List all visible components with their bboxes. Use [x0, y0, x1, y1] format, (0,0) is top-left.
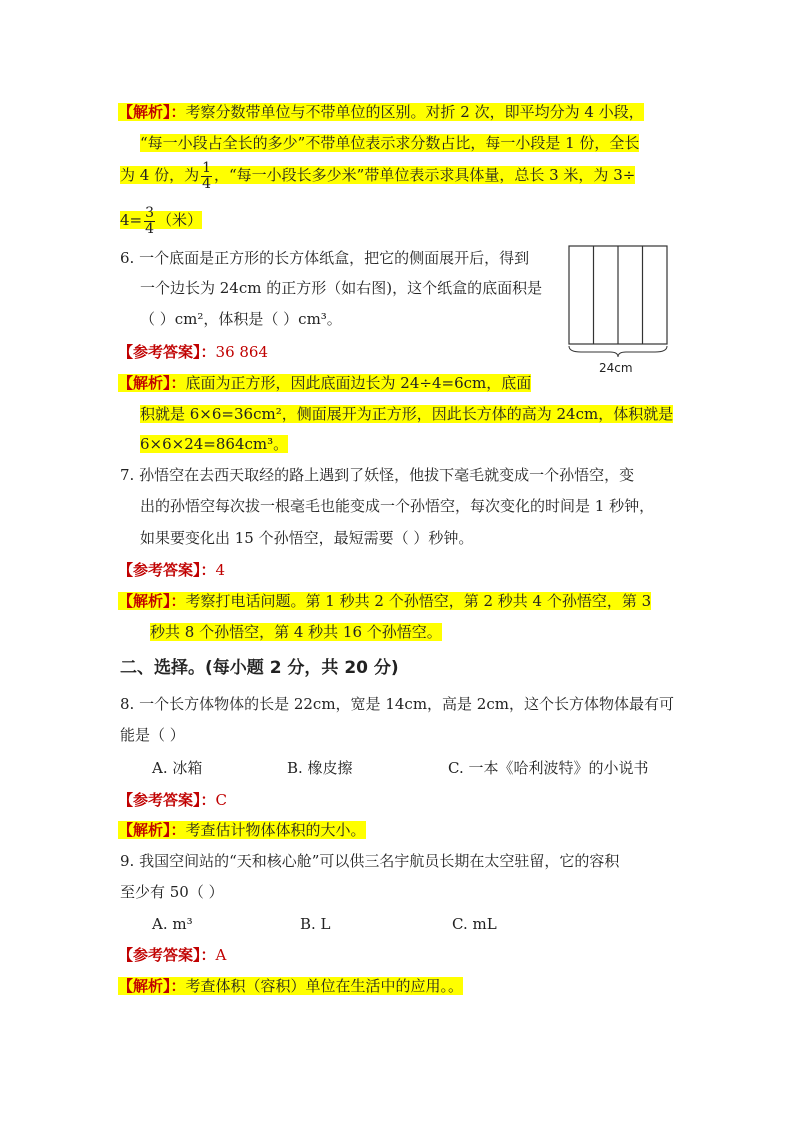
q5-explain-line-3: 为 4 份，为 $\frac{1}{4}$ ，“每一小段长多少米”带单位表示求具体量，总长 3 米，为 3÷: [120, 159, 636, 192]
q9-answer: 【参考答案】：A: [118, 946, 227, 964]
q6-question-line-1: 6. 一个底面是正方形的长方体纸盒，把它的侧面展开后，得到: [120, 249, 530, 267]
fraction-one-quarter: $\frac{1}{4}$: [202, 159, 212, 192]
q6-answer: 【参考答案】：36 864: [118, 343, 269, 361]
unfolded-box-figure: [566, 243, 672, 375]
q7-question-line-1: 7. 孙悟空在去西天取经的路上遇到了妖怪，他拔下毫毛就变成一个孙悟空，变: [120, 466, 635, 484]
explain-label: 【解析】: [118, 374, 171, 392]
q8-question-line-2: 能是（ ）: [120, 726, 185, 744]
answer-label: 【参考答案】: [118, 791, 201, 809]
answer-label: 【参考答案】: [118, 561, 201, 579]
q5-explain-line-4: 4= $\frac{3}{4}$ （米）: [120, 204, 203, 237]
q6-question-line-3: （ ）cm²，体积是（ ）cm³。: [140, 310, 342, 328]
explain-label: 【解析】: [118, 977, 171, 995]
fraction-three-quarters: $\frac{3}{4}$: [145, 204, 155, 237]
explain-label: 【解析】: [118, 592, 171, 610]
q6-question-line-2: 一个边长为 24cm 的正方形（如右图)，这个纸盒的底面积是: [140, 279, 543, 297]
q8-explain: 【解析】：考查估计物体体积的大小。: [118, 821, 366, 839]
q9-option-c: C. mL: [452, 915, 497, 933]
answer-label: 【参考答案】: [118, 946, 201, 964]
q9-question-line-2: 至少有 50（ ）: [120, 883, 224, 901]
q8-answer: 【参考答案】：C: [118, 791, 228, 809]
width-brace: [569, 346, 667, 357]
q8-option-c: C. 一本《哈利波特》的小说书: [448, 759, 649, 777]
q8-option-a: A. 冰箱: [152, 759, 203, 777]
explain-label: 【解析】: [118, 821, 171, 839]
q5-explain-line-2: “每一小段占全长的多少”不带单位表示求分数占比，每一小段是 1 份，全长: [140, 134, 640, 152]
q7-explain-line-1: 【解析】：考察打电话问题。第 1 秒共 2 个孙悟空，第 2 秒共 4 个孙悟空，第 3: [118, 592, 652, 610]
q8-option-b: B. 橡皮擦: [287, 759, 353, 777]
q7-question-line-2: 出的孙悟空每次拔一根毫毛也能变成一个孙悟空，每次变化的时间是 1 秒钟，: [140, 497, 655, 515]
q9-option-a: A. m³: [152, 915, 193, 933]
q9-option-b: B. L: [300, 915, 331, 933]
q6-explain-line-2: 积就是 6×6=36cm²，侧面展开为正方形，因此长方体的高为 24cm，体积就是: [140, 405, 674, 423]
explain-label: 【解析】: [118, 103, 171, 121]
q7-answer: 【参考答案】：4: [118, 561, 226, 579]
q9-question-line-1: 9. 我国空间站的“天和核心舱”可以供三名宇航员长期在太空驻留，它的容积: [120, 852, 620, 870]
answer-label: 【参考答案】: [118, 343, 201, 361]
figure-side-length-label: 24cm: [599, 361, 633, 375]
q6-explain-line-3: 6×6×24=864cm³。: [140, 435, 289, 453]
section-title-choice: 二、选择。(每小题 2 分，共 20 分): [120, 658, 399, 678]
q9-explain: 【解析】：考查体积（容积）单位在生活中的应用。。: [118, 977, 464, 995]
q7-question-line-3: 如果要变化出 15 个孙悟空，最短需要（ ）秒钟。: [140, 529, 474, 547]
q7-explain-line-2: 秒共 8 个孙悟空，第 4 秒共 16 个孙悟空。: [150, 623, 442, 641]
q6-explain-line-1: 【解析】：底面为正方形，因此底面边长为 24÷4=6cm，底面: [118, 374, 532, 392]
q8-question-line-1: 8. 一个长方体物体的长是 22cm，宽是 14cm，高是 2cm，这个长方体物体最有可: [120, 695, 674, 713]
q5-explain-line-1: 【解析】：考察分数带单位与不带单位的区别。对折 2 次，即平均分为 4 小段，: [118, 103, 644, 121]
